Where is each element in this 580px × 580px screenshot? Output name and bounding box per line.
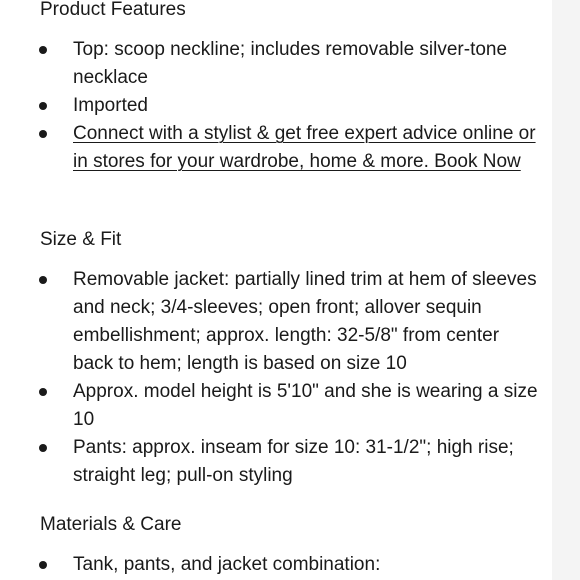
list-item-text: Removable jacket: partially lined trim at hem of sleeves and neck; 3/4-sleeves; open front; allover sequin embellishment; approx. length: 32-5/8" from center back to hem; length is based on size 10	[73, 269, 537, 374]
list-item-text: Top: scoop neckline; includes removable silver-tone necklace	[73, 39, 508, 88]
bullet-icon	[39, 130, 47, 138]
bullet-icon	[39, 444, 47, 452]
product-features-list	[0, 36, 552, 176]
section-title-product-features: Product Features	[40, 0, 186, 20]
list-item	[0, 434, 552, 490]
bullet-icon	[39, 276, 47, 284]
section-title-materials-care: Materials & Care	[40, 514, 182, 535]
bullet-icon	[39, 388, 47, 396]
page-margin	[552, 0, 580, 580]
list-item-text: Approx. model height is 5'10" and she is wearing a size 10	[73, 381, 538, 430]
list-item-text: Imported	[73, 95, 148, 116]
bullet-icon	[39, 102, 47, 110]
list-item	[0, 120, 552, 176]
list-item	[0, 378, 552, 434]
list-item	[0, 92, 552, 120]
list-item	[0, 551, 552, 579]
bullet-icon	[39, 561, 47, 569]
section-title-size-fit: Size & Fit	[40, 229, 122, 250]
list-item	[0, 36, 552, 92]
bullet-icon	[39, 46, 47, 54]
list-item-text: Pants: approx. inseam for size 10: 31-1/2"; high rise; straight leg; pull-on styling	[73, 437, 514, 486]
list-item	[0, 266, 552, 378]
list-item-text: Tank, pants, and jacket combination:	[73, 554, 381, 575]
stylist-book-now-link[interactable]: Connect with a stylist & get free expert advice online or in stores for your wardrobe, home & more. Book Now	[73, 123, 536, 172]
materials-care-list	[0, 551, 552, 579]
size-fit-list	[0, 266, 552, 490]
